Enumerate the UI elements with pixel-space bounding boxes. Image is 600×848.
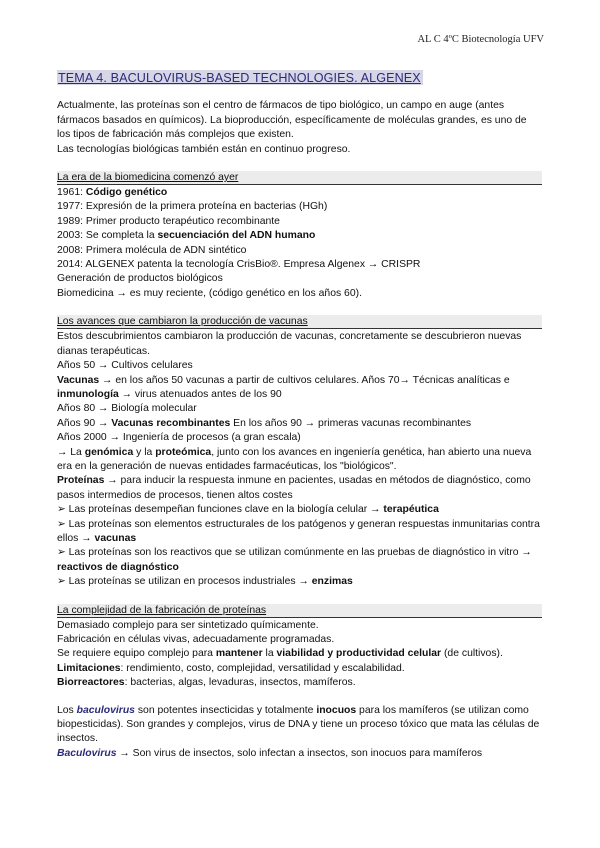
- text-line: → La genómica y la proteómica, junto con los avances en ingeniería genética, han abierto una nueva era en la generación de nuevas entidades farmacéuticas, los "biológicos".: [57, 446, 532, 472]
- text-line: Baculovirus → Son virus de insectos, solo infectan a insectos, son inocuos para mamíferos: [57, 747, 483, 759]
- page-header: AL C 4ºC Biotecnología UFV: [417, 34, 544, 45]
- document-body: [57, 62, 542, 761]
- text-line: Proteínas → para inducir la respuesta inmune en pacientes, usadas en métodos de diagnóstico, como pasos intermedios de procesos, tienen altos costes: [57, 475, 531, 501]
- text-line: Años 90 → Vacunas recombinantes En los años 90 → primeras vacunas recombinantes: [57, 417, 472, 429]
- timeline-line: 2008: Primera molécula de ADN sintético: [57, 244, 247, 256]
- bullet-item: ➢ Las proteínas son elementos estructurales de los patógenos y generan respuestas inmunitarias contra ellos → vacunas: [57, 518, 540, 544]
- timeline-line: 1977: Expresión de la primera proteína en bacterias (HGh): [57, 201, 328, 213]
- timeline-line: 2003: Se completa la secuenciación del ADN humano: [57, 230, 316, 242]
- timeline-line: 1961: Código genético: [57, 187, 168, 199]
- intro-paragraph: Actualmente, las proteínas son el centro de fármacos de tipo biológico, un campo en auge (antes fármacos basados en químicos). La bioproducción, específicamente de moléculas grandes, es uno de los tipos de fabricación más complejos que existen.: [57, 100, 527, 141]
- text-line: Fabricación en células vivas, adecuadamente programadas.: [57, 634, 335, 645]
- text-line: Años 2000 → Ingeniería de procesos (a gran escala): [57, 432, 301, 444]
- document-title: TEMA 4. BACULOVIRUS-BASED TECHNOLOGIES. ALGENEX: [58, 71, 421, 85]
- section-heading-proteinas: La complejidad de la fabricación de proteínas: [57, 604, 542, 618]
- bullet-item: ➢ Las proteínas son los reactivos que se utilizan comúnmente en las pruebas de diagnóstico in vitro → reactivos de diagnóstico: [57, 547, 532, 573]
- section-heading-biomedicina: La era de la biomedicina comenzó ayer: [57, 171, 542, 185]
- text-line: Generación de productos biológicos: [57, 273, 223, 285]
- text-line: Biomedicina → es muy reciente, (código genético en los años 60).: [57, 287, 362, 299]
- text-line: Años 80 → Biología molecular: [57, 403, 197, 415]
- text-line: Se requiere equipo complejo para mantener la viabilidad y productividad celular (de cultivos).: [57, 648, 503, 660]
- timeline-line: 2014: ALGENEX patenta la tecnología CrisBio®. Empresa Algenex → CRISPR: [57, 259, 421, 271]
- text-line: Biorreactores: bacterias, algas, levaduras, insectos, mamíferos.: [57, 677, 356, 689]
- text-line: Años 50 → Cultivos celulares: [57, 360, 193, 372]
- intro-paragraph: Las tecnologías biológicas también están en continuo progreso.: [57, 143, 351, 155]
- bullet-item: ➢ Las proteínas se utilizan en procesos industriales → enzimas: [57, 576, 353, 588]
- text-line: Limitaciones: rendimiento, costo, complejidad, versatilidad y escalabilidad.: [57, 662, 405, 674]
- text-paragraph: Los baculovirus son potentes insecticidas y totalmente inocuos para los mamíferos (se utilizan como biopesticidas). Son grandes y complejos, virus de DNA y tiene un proceso tóxico que mata las células de insectos.: [57, 704, 540, 745]
- bullet-item: ➢ Las proteínas desempeñan funciones clave en la biología celular → terapéutica: [57, 504, 439, 516]
- section-heading-vacunas: Los avances que cambiaron la producción de vacunas: [57, 315, 542, 329]
- text-line: Estos descubrimientos cambiaron la producción de vacunas, concretamente se descubrieron nuevas dianas terapéuticas.: [57, 331, 522, 357]
- text-line: Demasiado complejo para ser sintetizado químicamente.: [57, 619, 319, 631]
- timeline-line: 1989: Primer producto terapéutico recombinante: [57, 215, 280, 227]
- text-line: Vacunas → en los años 50 vacunas a partir de cultivos celulares. Años 70→ Técnicas analíticas e inmunología → virus atenuados antes de los 90: [57, 374, 510, 400]
